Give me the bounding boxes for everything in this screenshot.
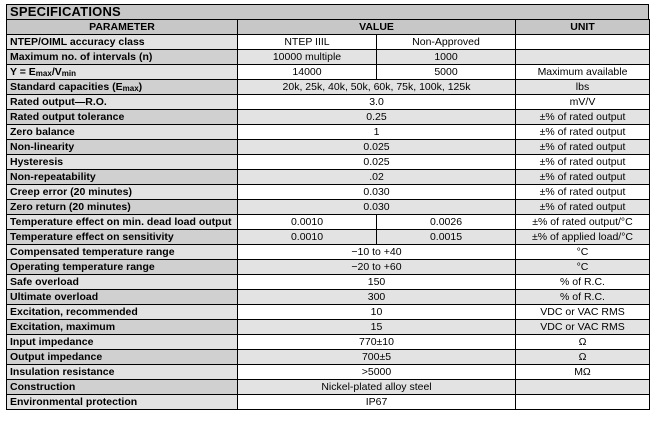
- unit-cell: ±% of rated output/°C: [516, 215, 650, 230]
- table-row: [7, 380, 650, 395]
- unit-cell: ±% of applied load/°C: [516, 230, 650, 245]
- param-sub-min: min: [61, 69, 76, 78]
- value-cell: 1: [238, 125, 516, 140]
- unit-cell: ±% of rated output: [516, 140, 650, 155]
- table-row: [7, 110, 650, 125]
- unit-cell: % of R.C.: [516, 290, 650, 305]
- unit-cell: [516, 395, 650, 410]
- value-cell: −10 to +40: [238, 245, 516, 260]
- value-cell-1: 0.0010: [238, 230, 377, 245]
- unit-cell: ±% of rated output: [516, 200, 650, 215]
- value-cell: −20 to +60: [238, 260, 516, 275]
- param-cell: Operating temperature range: [7, 260, 238, 275]
- param-cell: Non-linearity: [7, 140, 238, 155]
- unit-cell: MΩ: [516, 365, 650, 380]
- unit-cell: ±% of rated output: [516, 110, 650, 125]
- unit-cell: Ω: [516, 350, 650, 365]
- parameter-header: PARAMETER: [7, 20, 238, 35]
- value-cell: 0.25: [238, 110, 516, 125]
- table-row: [7, 395, 650, 410]
- table-row: [7, 80, 650, 95]
- param-cell: Temperature effect on min. dead load output: [7, 215, 238, 230]
- unit-cell: °C: [516, 245, 650, 260]
- param-cell: [7, 80, 238, 95]
- header-row: [7, 20, 650, 35]
- table-row: [7, 35, 650, 50]
- value-cell-2: 1000: [377, 50, 516, 65]
- param-sub-max: max: [122, 84, 139, 93]
- unit-cell: ±% of rated output: [516, 155, 650, 170]
- param-cell: Excitation, maximum: [7, 320, 238, 335]
- value-cell: 0.025: [238, 155, 516, 170]
- table-row: [7, 260, 650, 275]
- param-cell: Environmental protection: [7, 395, 238, 410]
- table-row: [7, 365, 650, 380]
- table-row: [7, 140, 650, 155]
- value-cell: 300: [238, 290, 516, 305]
- unit-cell: Ω: [516, 335, 650, 350]
- param-cell: Maximum no. of intervals (n): [7, 50, 238, 65]
- unit-cell: ±% of rated output: [516, 170, 650, 185]
- table-row: [7, 335, 650, 350]
- unit-cell: ±% of rated output: [516, 185, 650, 200]
- param-sub-max: max: [35, 69, 52, 78]
- value-cell: 770±10: [238, 335, 516, 350]
- value-cell: >5000: [238, 365, 516, 380]
- param-cell: Compensated temperature range: [7, 245, 238, 260]
- unit-cell: VDC or VAC RMS: [516, 305, 650, 320]
- value-cell: 20k, 25k, 40k, 50k, 60k, 75k, 100k, 125k: [238, 80, 516, 95]
- param-cell: Rated output—R.O.: [7, 95, 238, 110]
- value-cell: 0.025: [238, 140, 516, 155]
- table-row: [7, 155, 650, 170]
- param-cell: Zero balance: [7, 125, 238, 140]
- param-cell: Safe overload: [7, 275, 238, 290]
- param-cell: Insulation resistance: [7, 365, 238, 380]
- value-cell: 3.0: [238, 95, 516, 110]
- value-cell: IP67: [238, 395, 516, 410]
- param-cell: Zero return (20 minutes): [7, 200, 238, 215]
- value-cell: 10: [238, 305, 516, 320]
- param-cell: Rated output tolerance: [7, 110, 238, 125]
- param-cell: Creep error (20 minutes): [7, 185, 238, 200]
- specifications-panel: [6, 4, 649, 410]
- unit-cell: °C: [516, 260, 650, 275]
- unit-cell: [516, 50, 650, 65]
- table-row: [7, 125, 650, 140]
- value-cell-2: 5000: [377, 65, 516, 80]
- table-row: [7, 65, 650, 80]
- specifications-table: [6, 19, 650, 410]
- param-cell: Non-repeatability: [7, 170, 238, 185]
- value-cell-1: 0.0010: [238, 215, 377, 230]
- specifications-title: SPECIFICATIONS: [6, 4, 649, 19]
- param-cell: Construction: [7, 380, 238, 395]
- param-cell: Input impedance: [7, 335, 238, 350]
- table-row: [7, 170, 650, 185]
- param-prefix: Standard capacities (E: [10, 81, 123, 93]
- param-cell: Temperature effect on sensitivity: [7, 230, 238, 245]
- unit-cell: % of R.C.: [516, 275, 650, 290]
- unit-cell: VDC or VAC RMS: [516, 320, 650, 335]
- value-cell: .02: [238, 170, 516, 185]
- param-cell: Hysteresis: [7, 155, 238, 170]
- unit-cell: [516, 35, 650, 50]
- param-cell: Ultimate overload: [7, 290, 238, 305]
- table-row: [7, 350, 650, 365]
- unit-header: UNIT: [516, 20, 650, 35]
- value-cell-2: Non-Approved: [377, 35, 516, 50]
- table-row: [7, 50, 650, 65]
- table-row: [7, 305, 650, 320]
- unit-cell: ±% of rated output: [516, 125, 650, 140]
- value-cell: 0.030: [238, 185, 516, 200]
- value-cell-2: 0.0026: [377, 215, 516, 230]
- table-row: [7, 230, 650, 245]
- value-cell: 150: [238, 275, 516, 290]
- table-row: [7, 200, 650, 215]
- table-row: [7, 275, 650, 290]
- param-cell: [7, 65, 238, 80]
- table-row: [7, 185, 650, 200]
- param-prefix: Y = E: [10, 66, 36, 78]
- table-row: [7, 290, 650, 305]
- value-cell: 15: [238, 320, 516, 335]
- value-cell-1: 10000 multiple: [238, 50, 377, 65]
- unit-cell: mV/V: [516, 95, 650, 110]
- table-row: [7, 245, 650, 260]
- value-cell: 0.030: [238, 200, 516, 215]
- unit-cell: Maximum available: [516, 65, 650, 80]
- value-cell-2: 0.0015: [377, 230, 516, 245]
- table-row: [7, 320, 650, 335]
- unit-cell: lbs: [516, 80, 650, 95]
- param-mid: /V: [51, 66, 62, 78]
- table-row: [7, 95, 650, 110]
- param-suffix: ): [138, 81, 143, 93]
- value-cell-1: 14000: [238, 65, 377, 80]
- value-cell: Nickel-plated alloy steel: [238, 380, 516, 395]
- value-cell: 700±5: [238, 350, 516, 365]
- param-cell: NTEP/OIML accuracy class: [7, 35, 238, 50]
- value-header: VALUE: [238, 20, 516, 35]
- param-cell: Excitation, recommended: [7, 305, 238, 320]
- unit-cell: [516, 380, 650, 395]
- param-cell: Output impedance: [7, 350, 238, 365]
- value-cell-1: NTEP IIIL: [238, 35, 377, 50]
- table-row: [7, 215, 650, 230]
